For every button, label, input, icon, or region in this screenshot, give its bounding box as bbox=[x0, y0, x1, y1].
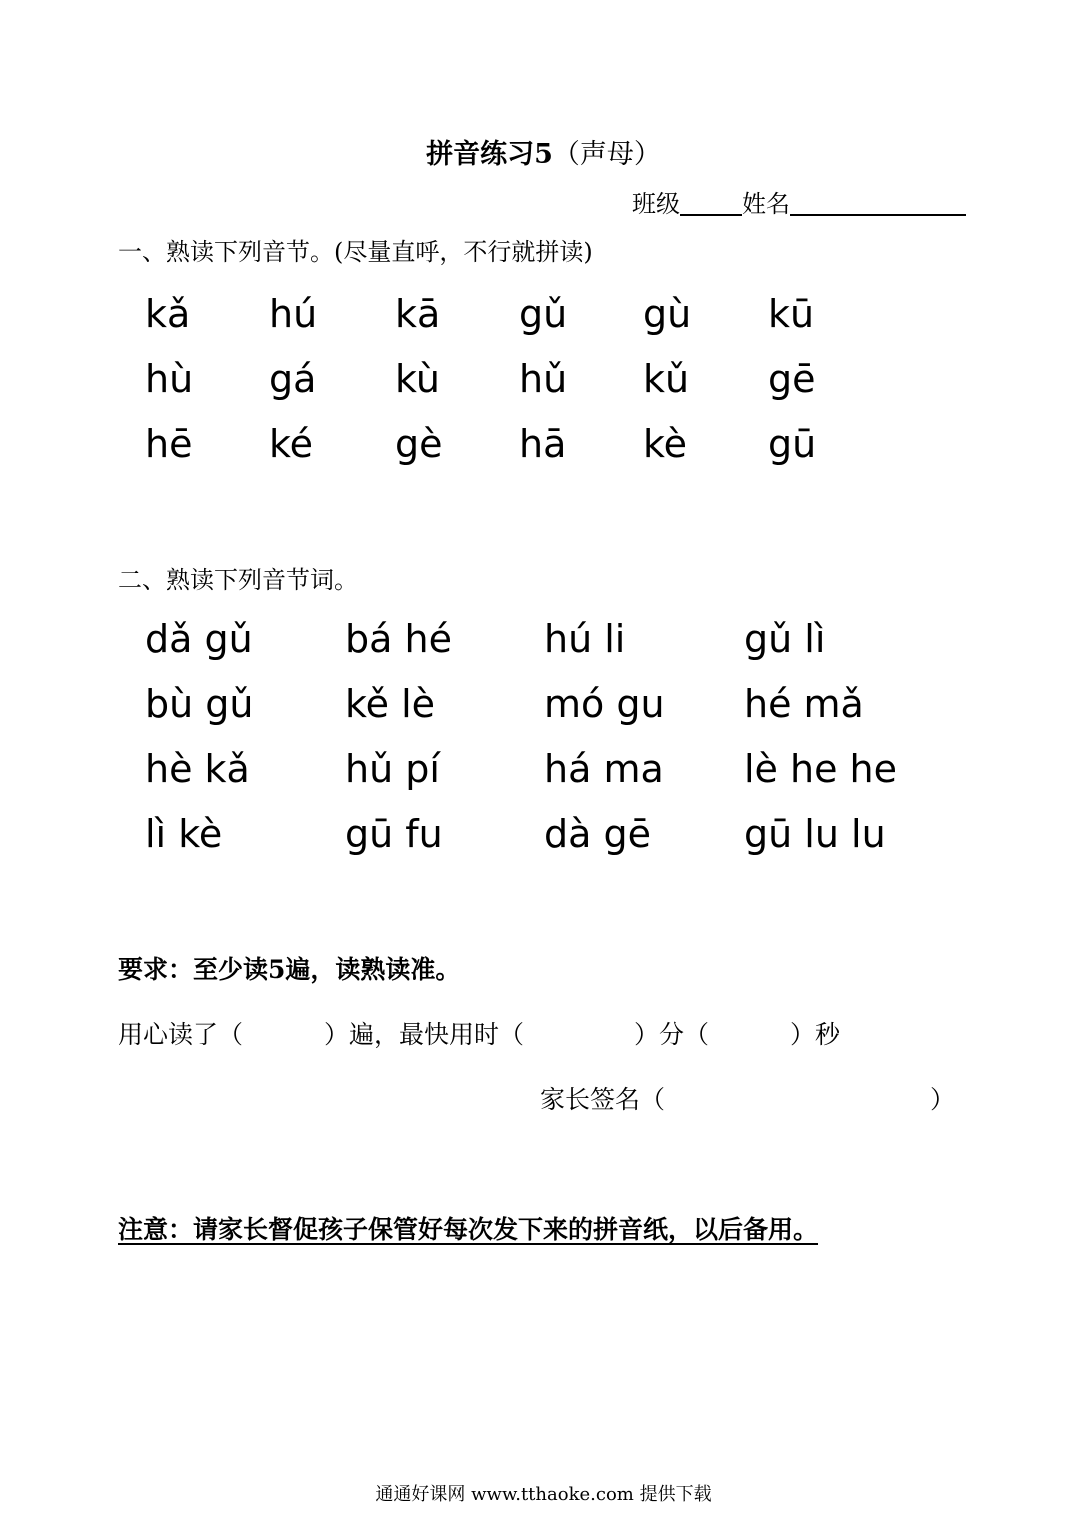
syllable: hǔ bbox=[519, 357, 568, 401]
syllable: kù bbox=[395, 357, 440, 401]
seconds-label: ）秒 bbox=[790, 1020, 841, 1049]
syllable: kǔ bbox=[643, 357, 690, 401]
reading-times-label: 用心读了（ bbox=[118, 1020, 244, 1049]
pinyin-word: hú li bbox=[544, 617, 626, 661]
syllable: kū bbox=[768, 292, 815, 336]
pinyin-word: bá hé bbox=[345, 617, 452, 661]
pinyin-word: gū fu bbox=[345, 812, 443, 856]
fastest-time-label: ）遍，最快用时（ bbox=[324, 1020, 525, 1049]
minutes-label: ）分（ bbox=[634, 1020, 710, 1049]
pinyin-word: hǔ pí bbox=[345, 747, 440, 791]
title-paren: （声母） bbox=[552, 139, 661, 170]
syllable: kā bbox=[395, 292, 441, 336]
class-blank[interactable] bbox=[680, 190, 742, 216]
syllable: hā bbox=[519, 422, 567, 466]
syllable: gá bbox=[269, 357, 317, 401]
syllable: gǔ bbox=[519, 292, 568, 336]
name-label: 姓名 bbox=[742, 190, 790, 218]
pinyin-word: bù gǔ bbox=[145, 682, 254, 726]
title-main: 拼音练习5 bbox=[426, 139, 553, 170]
syllable: gù bbox=[643, 292, 692, 336]
syllable: hú bbox=[269, 292, 318, 336]
syllable: kè bbox=[643, 422, 688, 466]
footer: 通通好课网 www.tthaoke.com 提供下载 bbox=[375, 1484, 712, 1505]
class-name-line bbox=[632, 184, 966, 219]
section1-heading: 一、熟读下列音节。(尽量直呼，不行就拼读) bbox=[118, 238, 593, 266]
pinyin-word: hè kǎ bbox=[145, 747, 250, 791]
pinyin-word: gǔ lì bbox=[744, 617, 826, 661]
parent-signature-label: 家长签名（ bbox=[540, 1085, 666, 1114]
section2-heading: 二、熟读下列音节词。 bbox=[118, 566, 358, 594]
notice: 注意：请家长督促孩子保管好每次发下来的拼音纸，以后备用。 bbox=[118, 1215, 819, 1244]
syllable: hē bbox=[145, 422, 193, 466]
pinyin-word: lè he he bbox=[744, 747, 898, 791]
syllable: hù bbox=[145, 357, 194, 401]
pinyin-word: dǎ gǔ bbox=[145, 617, 253, 661]
pinyin-word: mó gu bbox=[544, 682, 665, 726]
pinyin-word: lì kè bbox=[145, 812, 223, 856]
parent-signature-close: ） bbox=[930, 1085, 956, 1114]
name-blank[interactable] bbox=[790, 190, 966, 216]
pinyin-word: há ma bbox=[544, 747, 664, 791]
pinyin-word: hé mǎ bbox=[744, 682, 864, 726]
syllable: gē bbox=[768, 357, 816, 401]
pinyin-word: dà gē bbox=[544, 812, 651, 856]
syllable: ké bbox=[269, 422, 314, 466]
syllable: gū bbox=[768, 422, 817, 466]
class-label: 班级 bbox=[632, 190, 680, 218]
syllable: gè bbox=[395, 422, 443, 466]
page-title bbox=[0, 132, 1087, 171]
pinyin-word: gū lu lu bbox=[744, 812, 886, 856]
requirement: 要求：至少读5遍，读熟读准。 bbox=[118, 955, 461, 984]
syllable: kǎ bbox=[145, 292, 191, 336]
pinyin-word: kě lè bbox=[345, 682, 436, 726]
